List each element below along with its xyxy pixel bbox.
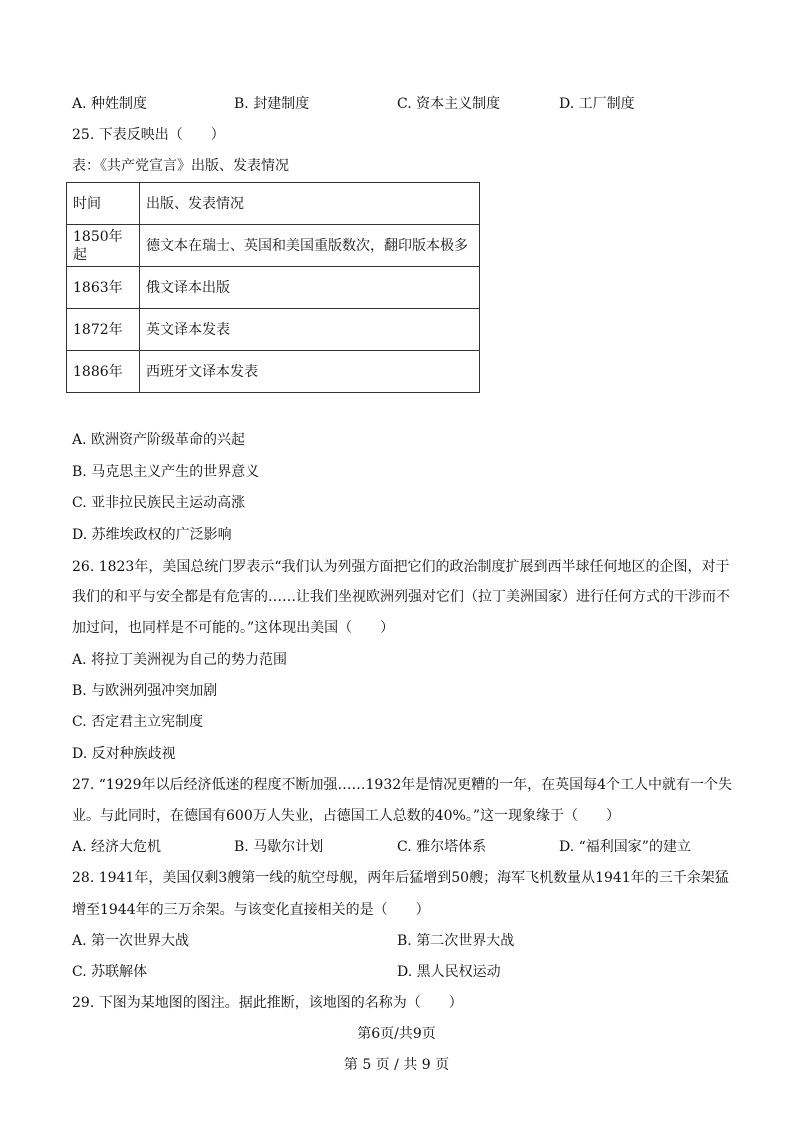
q25-stem: 25. 下表反映出（ ） — [72, 127, 225, 143]
inner-page-number: 第6页/共9页 — [357, 1026, 436, 1042]
table-row — [67, 351, 480, 393]
q24-option-b: B. 封建制度 — [234, 96, 310, 112]
q28-option-a: A. 第一次世界大战 — [72, 933, 190, 949]
table-header: 出版、发表情况 — [140, 183, 480, 225]
q27-option-a: A. 经济大危机 — [72, 839, 162, 855]
q28-line: 增至1944年的三万余架。与该变化直接相关的是（ ） — [72, 902, 430, 918]
q26-option-b: B. 与欧洲列强冲突加剧 — [72, 683, 218, 699]
table-cell: 1872年 — [67, 309, 140, 351]
table-cell: 英文译本发表 — [140, 309, 480, 351]
q26-line: 加过问，也同样是不可能的。”这体现出美国（ ） — [72, 620, 395, 636]
table-row — [67, 309, 480, 351]
table-cell: 1886年 — [67, 351, 140, 393]
table-row — [67, 267, 480, 309]
table-cell: 俄文译本出版 — [140, 267, 480, 309]
q28-option-b: B. 第二次世界大战 — [397, 933, 515, 949]
q26-line: 我们的和平与安全都是有危害的……让我们坐视欧洲列强对它们（拉丁美洲国家）进行任何方式的干涉而不 — [72, 589, 730, 605]
q28-option-d: D. 黑人民权运动 — [397, 964, 501, 980]
q25-option-d: D. 苏维埃政权的广泛影响 — [72, 527, 232, 543]
q25-table-caption: 表：《共产党宣言》出版、发表情况 — [72, 158, 289, 174]
q27-option-c: C. 雅尔塔体系 — [397, 839, 487, 855]
q27-option-d: D. “福利国家”的建立 — [559, 839, 691, 855]
table-cell: 1863年 — [67, 267, 140, 309]
table-header-row — [67, 183, 480, 225]
q26-line: 26. 1823年，美国总统门罗表示“我们认为列强方面把它们的政治制度扩展到西半球任何地区的企图，对于 — [72, 559, 730, 575]
q27-option-b: B. 马歇尔计划 — [234, 839, 324, 855]
q25-option-c: C. 亚非拉民族民主运动高涨 — [72, 495, 246, 511]
q24-option-a: A. 种姓制度 — [72, 96, 148, 112]
q28-option-c: C. 苏联解体 — [72, 964, 148, 980]
q27-line: 27. “1929年以后经济低迷的程度不断加强……1932年是情况更糟的一年，在英国每4个工人中就有一个失 — [72, 777, 733, 793]
q24-option-d: D. 工厂制度 — [559, 96, 635, 112]
table-cell: 1850年起 — [67, 225, 140, 267]
q27-line: 业。与此同时，在德国有600万人失业，占德国工人总数的40%。”这一现象缘于（ ） — [72, 808, 620, 824]
table-cell: 西班牙文译本发表 — [140, 351, 480, 393]
table-row — [67, 225, 480, 267]
q29-stem: 29. 下图为某地图的图注。据此推断，该地图的名称为（ ） — [72, 995, 463, 1011]
outer-page-number: 第 5 页 / 共 9 页 — [343, 1057, 450, 1073]
q25-option-b: B. 马克思主义产生的世界意义 — [72, 464, 260, 480]
table-cell: 德文本在瑞士、英国和美国重版数次，翻印版本极多 — [140, 225, 480, 267]
q26-option-c: C. 否定君主立宪制度 — [72, 714, 204, 730]
q26-option-a: A. 将拉丁美洲视为自己的势力范围 — [72, 652, 288, 668]
q28-line: 28. 1941年，美国仅剩3艘第一线的航空母舰，两年后猛增到50艘；海军飞机数量从1941年的三千余架猛 — [72, 870, 729, 886]
q25-table — [66, 182, 480, 393]
q26-option-d: D. 反对种族歧视 — [72, 746, 176, 762]
table-header: 时间 — [67, 183, 140, 225]
q24-option-c: C. 资本主义制度 — [397, 96, 501, 112]
q25-option-a: A. 欧洲资产阶级革命的兴起 — [72, 432, 246, 448]
